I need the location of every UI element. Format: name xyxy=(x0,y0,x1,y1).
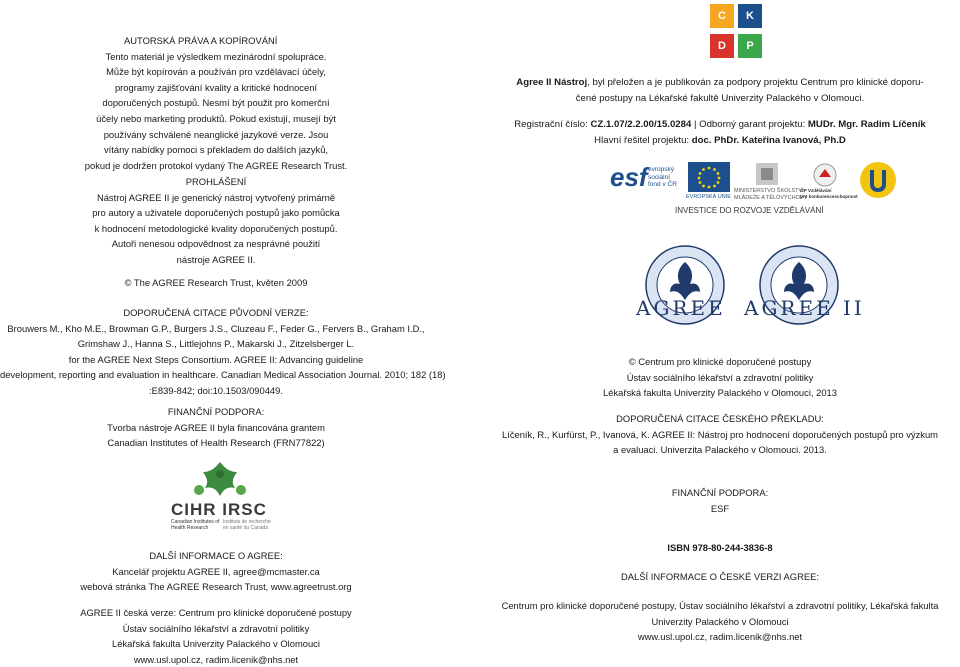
cihr-logo xyxy=(165,460,275,535)
citation-cz-line: Líčeník, R., Kurfürst, P., Ivanová, K. AGREE II: Nástroj pro hodnocení doporučených postupů pro výzkum xyxy=(502,428,938,440)
more-info-cz-block xyxy=(480,598,960,645)
more-info-heading: DALŠÍ INFORMACE O AGREE: xyxy=(149,550,283,561)
ckdp-logo-k: K xyxy=(738,4,762,28)
ministry-emblem-icon xyxy=(742,162,792,188)
ckdp-logo-p: P xyxy=(738,34,762,58)
citation-line: Grimshaw J., Hanna S., Littlejohns P., Makarski J., Zitzelsberger L. xyxy=(77,338,355,350)
funding-right-block xyxy=(480,485,960,516)
copyright-line: pokud je dodržen protokol vydaný The AGREE Research Trust. xyxy=(84,159,348,171)
left-column xyxy=(0,0,480,663)
cihr-sub-fr: Instituts de recherche en santé du Canada xyxy=(223,519,271,531)
registration-mid: | Odborný garant projektu: xyxy=(691,119,808,130)
funding-right-heading: FINANČNÍ PODPORA: xyxy=(671,487,769,498)
declaration-line: pro autory a uživatele doporučených postupů jako pomůcka xyxy=(92,207,340,219)
citation-cz-block xyxy=(480,411,960,458)
copyright-line: používány schválené neanglické jazykové verze. Jsou xyxy=(103,128,329,140)
centre-block xyxy=(480,354,960,401)
czech-version-line: AGREE II česká verze: Centrum pro klinické doporučené postupy xyxy=(80,607,352,618)
ckdp-logo xyxy=(710,4,768,62)
agree-wordmark: AGREE xyxy=(636,296,726,320)
funding-line: Tvorba nástroje AGREE II byla financována grantem xyxy=(107,421,325,433)
ckdp-logo-c: C xyxy=(710,4,734,28)
copyright-line: účely nebo marketing produktů. Pokud existují, musejí být xyxy=(96,112,336,124)
citation-block xyxy=(0,305,446,399)
translation-note-rest: , byl přeložen a je publikován za podpory projektu Centrum pro klinické doporu- xyxy=(587,77,924,88)
czech-version-block xyxy=(0,605,432,667)
declaration-heading: PROHLÁŠENÍ xyxy=(185,176,247,187)
eu-flag-icon xyxy=(688,162,730,192)
declaration-line: nástroje AGREE II. xyxy=(176,253,256,265)
registration-block xyxy=(480,117,960,148)
copyright-line: programy zajišťování kvality a kritické hodnocení xyxy=(114,81,318,93)
more-info-cz-heading: DALŠÍ INFORMACE O ČESKÉ VERZI AGREE: xyxy=(621,571,819,582)
declaration-line: k hodnocení metodologické kvality doporučených postupů. xyxy=(94,222,338,234)
citation-heading: DOPORUČENÁ CITACE PŮVODNÍ VERZE: xyxy=(123,307,309,318)
esf-text: evropský sociální fond v ČR xyxy=(648,166,677,188)
copyright-block xyxy=(0,33,432,173)
copyright-line: Tento materiál je výsledkem mezinárodní spolupráce. xyxy=(105,50,327,62)
centre-line: © Centrum pro klinické doporučené postupy xyxy=(628,356,812,367)
more-info-cz-line: Centrum pro klinické doporučené postupy, Ústav sociálního lékařství a zdravotní politiky, Lékařská fakulta xyxy=(501,600,939,611)
isbn: ISBN 978-80-244-3836-8 xyxy=(667,542,773,553)
translation-note-line2: čené postupy na Lékařské fakultě Univerzity Palackého v Olomouci. xyxy=(575,92,865,104)
esf-logo: esf xyxy=(610,162,648,192)
more-info-block xyxy=(0,548,432,595)
right-column xyxy=(480,0,960,663)
centre-line: Ústav sociálního lékařství a zdravotní politiky xyxy=(626,371,814,383)
funding-block xyxy=(0,404,432,451)
translation-note xyxy=(480,75,960,106)
citation-cz-heading: DOPORUČENÁ CITACE ČESKÉHO PŘEKLADU: xyxy=(616,413,824,424)
ministry-text: MINISTERSTVO ŠKOLSTVÍ, MLÁDEŽE A TĚLOVÝCHOVY xyxy=(734,188,808,201)
eu-logos-caption: INVESTICE DO ROZVOJE VZDĚLÁVÁNÍ xyxy=(675,206,824,215)
registration-number: CZ.1.07/2.2.00/15.0284 xyxy=(590,119,692,130)
registration-prefix: Registrační číslo: xyxy=(514,119,591,130)
citation-line: development, reporting and evaluation in healthcare. Canadian Medical Association Journal. 2010; 182 (18) xyxy=(0,369,446,381)
registration-guarantor: MUDr. Mgr. Radim Líčeník xyxy=(807,119,926,130)
citation-line: :E839-842; doi:10.1503/090449. xyxy=(149,384,283,396)
citation-line: Brouwers M., Kho M.E., Browman G.P., Burgers J.S., Cluzeau F., Feder G., Fervers B., Graham I.D., xyxy=(7,322,425,334)
cihr-wordmark: CIHR IRSC xyxy=(171,500,267,519)
op-text: OP Vzdělávání pro konkurenceschopnost xyxy=(800,188,858,199)
declaration-line: Nástroj AGREE II je generický nástroj vytvořený primárně xyxy=(96,191,336,203)
copyright-heading: AUTORSKÁ PRÁVA A KOPÍROVÁNÍ xyxy=(124,35,278,46)
funding-right-value: ESF xyxy=(710,502,730,514)
agree-ii-wordmark: AGREE II xyxy=(744,296,865,320)
trust-copyright: © The AGREE Research Trust, květen 2009 xyxy=(124,277,308,288)
centre-line: Lékařská fakulta Univerzity Palackého v Olomouci, 2013 xyxy=(603,387,837,399)
more-info-line: Kancelář projektu AGREE II, agree@mcmaster.ca xyxy=(112,565,320,577)
declaration-line: Autoři nenesou odpovědnost za nesprávné použití xyxy=(111,238,321,250)
copyright-line: vítány nabídky pomoci s překladem do dalších jazyků, xyxy=(103,144,329,156)
citation-cz-line: a evaluaci. Univerzita Palackého v Olomouci. 2013. xyxy=(613,444,827,456)
copyright-line: Může být kopírován a používán pro vzdělávací účely, xyxy=(106,66,326,78)
translation-note-bold: Agree II Nástroj xyxy=(516,77,588,88)
funding-line: Canadian Institutes of Health Research (FRN77822) xyxy=(107,437,325,449)
more-info-line: webová stránka The AGREE Research Trust, www.agreetrust.org xyxy=(80,581,352,593)
copyright-line: doporučených postupů. Nesmí být použit pro komerční xyxy=(102,97,330,109)
declaration-block xyxy=(0,174,432,268)
funding-heading: FINANČNÍ PODPORA: xyxy=(167,406,265,417)
more-info-cz-line: Univerzity Palackého v Olomouci xyxy=(651,615,789,627)
op-logo-icon xyxy=(810,162,840,188)
citation-line: for the AGREE Next Steps Consortium. AGREE II: Advancing guideline xyxy=(68,353,364,365)
cihr-sub-en: Canadian Institutes of Health Research xyxy=(171,519,220,531)
czech-version-line: www.usl.upol.cz, radim.licenik@nhs.net xyxy=(133,653,299,665)
lead-name: doc. PhDr. Kateřina Ivanová, Ph.D xyxy=(691,134,846,146)
ckdp-logo-d: D xyxy=(710,34,734,58)
lead-prefix: Hlavní řešitel projektu: xyxy=(594,134,692,146)
eu-text: EVROPSKÁ UNIE xyxy=(686,194,731,200)
czech-version-line: Ústav sociálního lékařství a zdravotní politiky xyxy=(122,622,310,634)
czech-version-line: Lékařská fakulta Univerzity Palackého v Olomouci xyxy=(112,638,320,650)
more-info-cz-line: www.usl.upol.cz, radim.licenik@nhs.net xyxy=(637,631,803,643)
upol-logo-icon xyxy=(858,160,898,200)
